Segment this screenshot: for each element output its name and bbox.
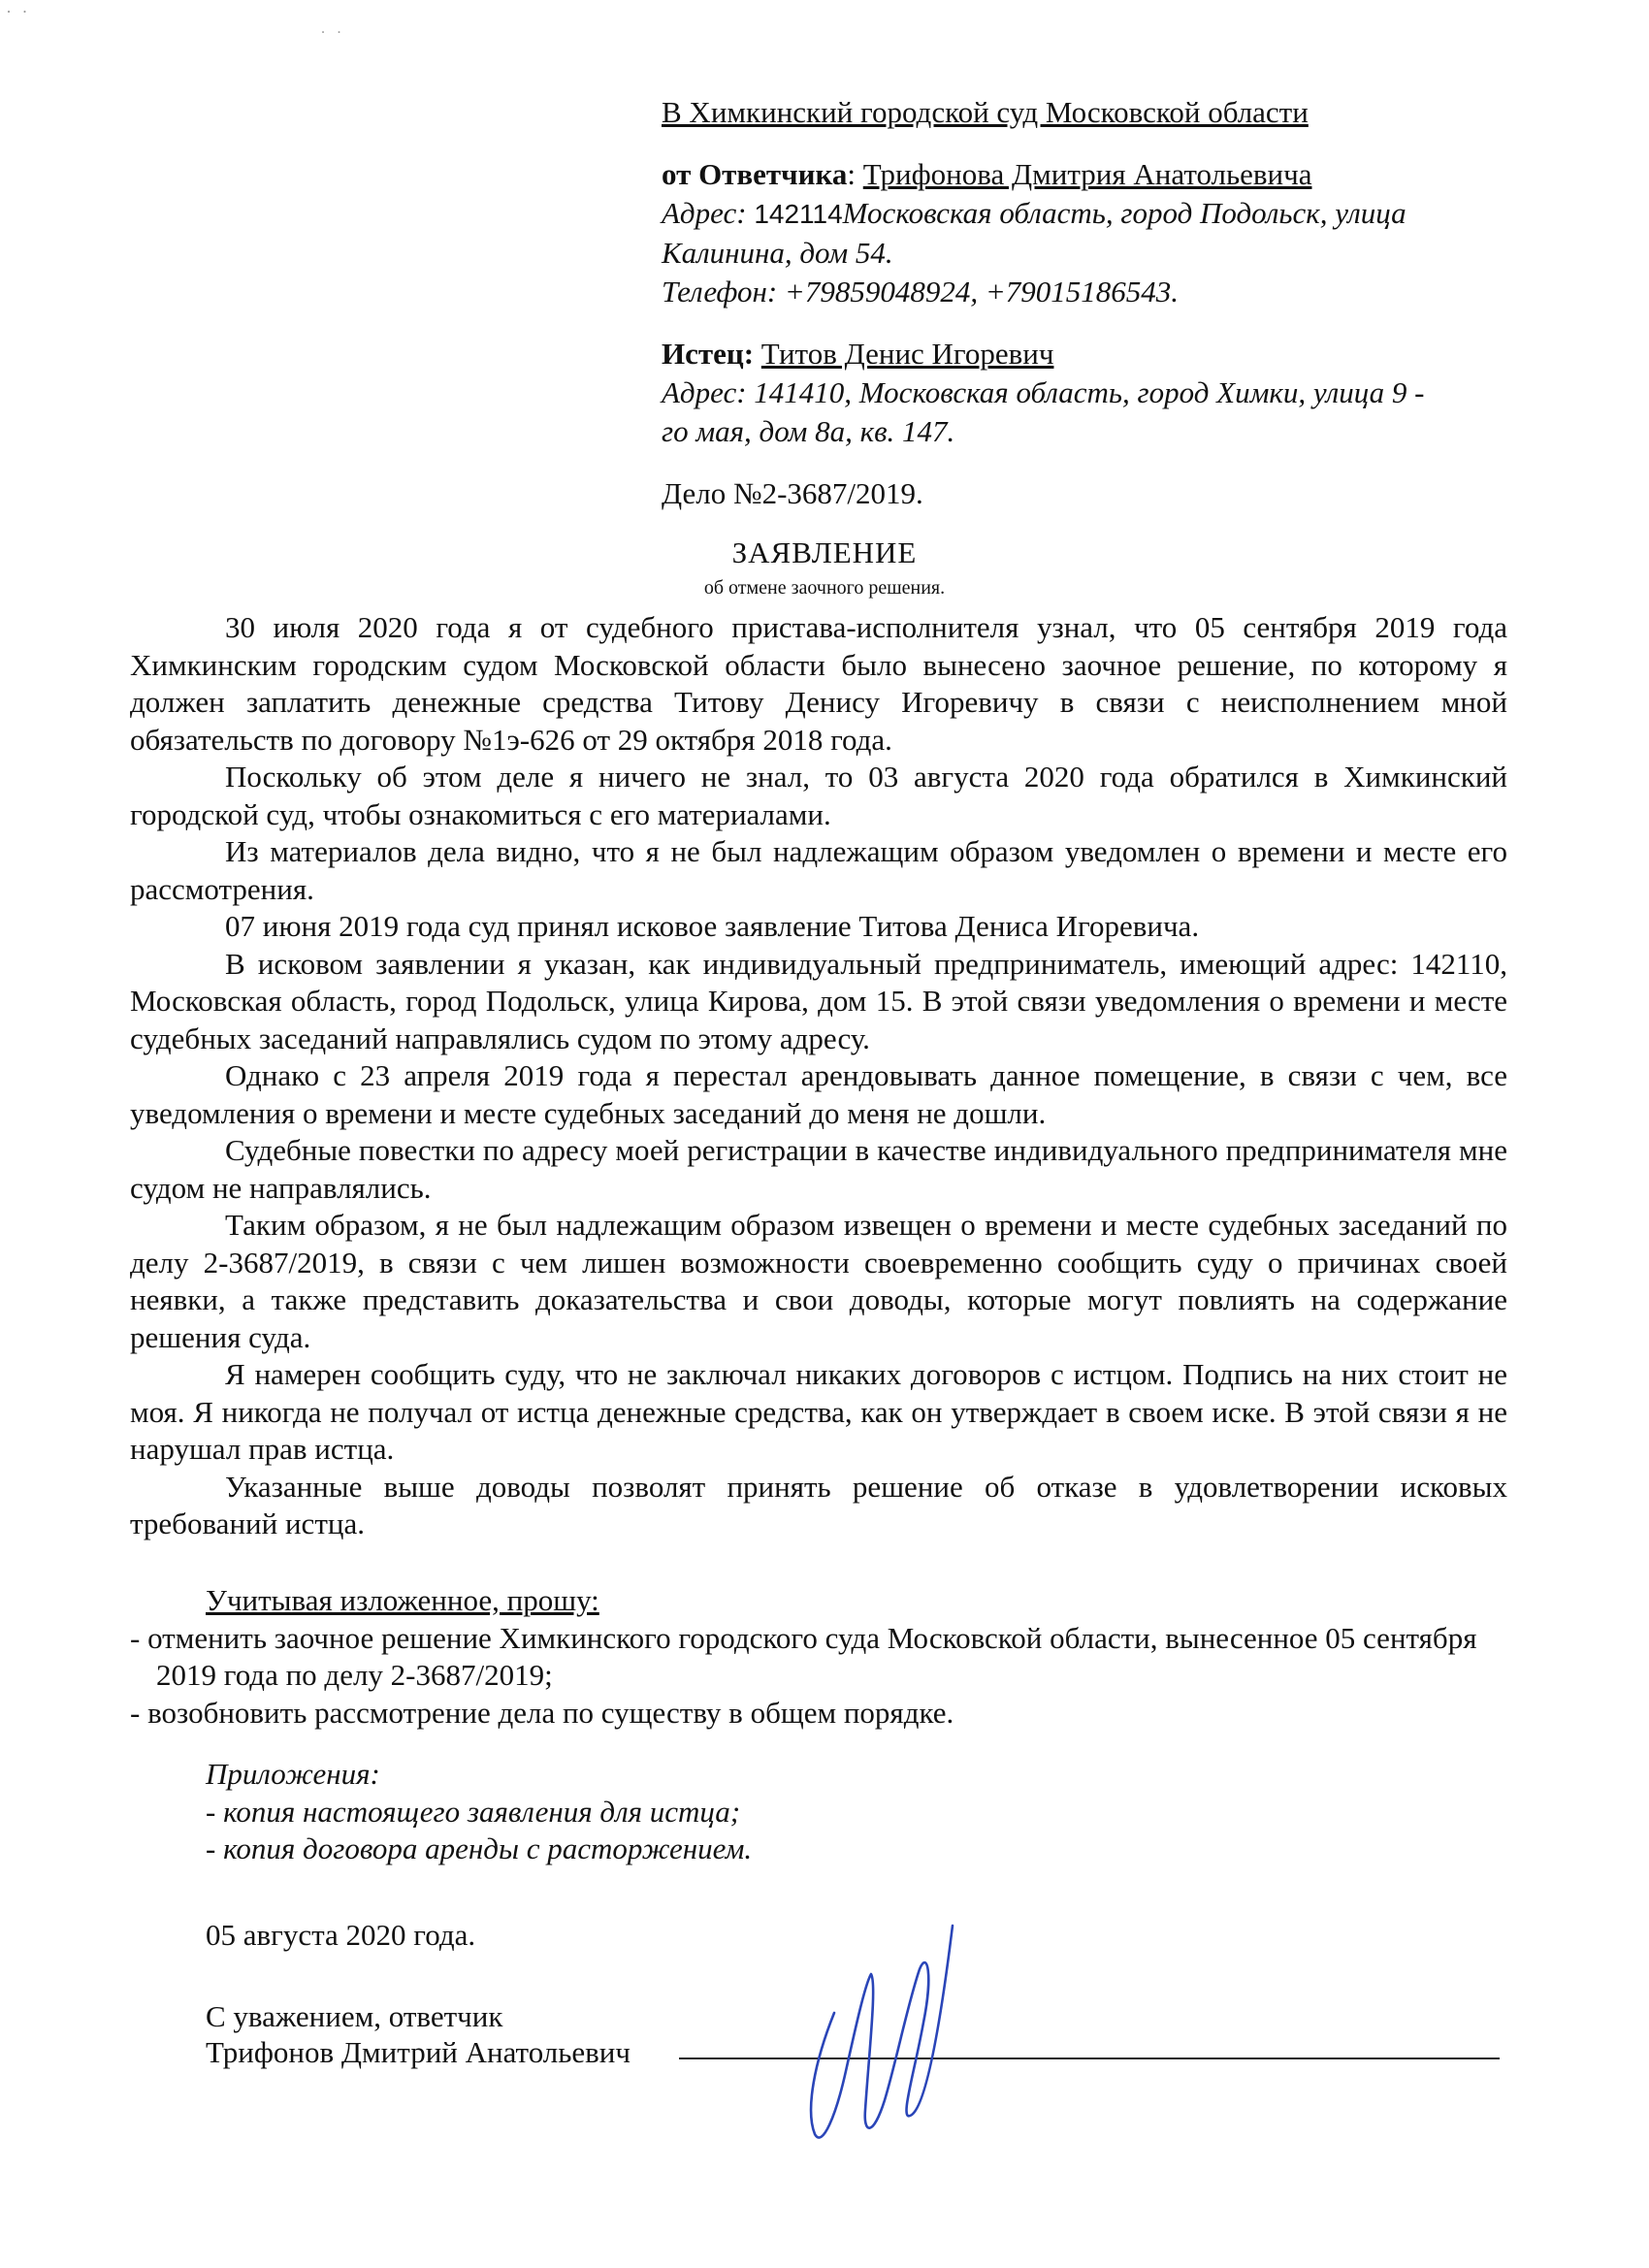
document-title: ЗАЯВЛЕНИЕ [731, 535, 918, 569]
plaintiff-address-line2: го мая, дом 8а, кв. 147. [662, 414, 955, 448]
request-block [130, 1582, 1507, 1732]
plaintiff-label: Истец: [662, 337, 755, 371]
paragraph: Судебные повестки по адресу моей регистрации в качестве индивидуального предпринимателя мне судом не направлялись. [130, 1133, 1507, 1205]
defendant-label: от Ответчика [662, 157, 848, 191]
defendant-phone: Телефон: +79859048924, +79015186543. [662, 275, 1180, 308]
attachment-item: - копия договора аренды с расторжением. [206, 1831, 753, 1865]
paragraph: Указанные выше доводы позволят принять решение об отказе в удовлетворении исковых требований истца. [130, 1469, 1507, 1540]
defendant-address-line2: Калинина, дом 54. [662, 236, 893, 270]
statement-body [130, 609, 1507, 1543]
paragraph: Из материалов дела видно, что я не был надлежащим образом уведомлен о времени и месте его рассмотрения. [130, 834, 1507, 906]
closing-greeting: С уважением, ответчик [206, 1999, 503, 2033]
defendant-address-rest: Московская область, город Подольск, улица [842, 196, 1406, 230]
scan-artifact: · · [6, 2, 31, 21]
paragraph: 07 июня 2019 года суд принял исковое заявление Титова Дениса Игоревича. [225, 909, 1200, 943]
document-date: 05 августа 2020 года. [206, 1918, 476, 1952]
defendant-address-line1 [662, 194, 1535, 234]
paragraph: 30 июля 2020 года я от судебного пристава-исполнителя узнал, что 05 сентября 2019 года Химкинским городским судом Московской области было вынесено заочное решение, по которому я должен заплатить денежные средства Титову Денису Игоревичу в связи с неисполнением мной обязательств по договору №1э-626 от 29 октября 2018 года. [130, 610, 1507, 757]
document-subtitle: об отмене заочного решения. [703, 577, 946, 599]
scan-artifact: ˙ ˙ [320, 27, 345, 47]
case-number: Дело №2-3687/2019. [662, 476, 923, 510]
attachment-item: - копия настоящего заявления для истца; [206, 1794, 741, 1829]
plaintiff-name: Титов Денис Игоревич [760, 337, 1054, 371]
handwritten-signature [776, 1916, 999, 2149]
request-item: - возобновить рассмотрение дела по существу в общем порядке. [130, 1695, 954, 1730]
plaintiff-address-line1: Адрес: 141410, Московская область, город Химки, улица 9 - [662, 375, 1425, 409]
paragraph: Поскольку об этом деле я ничего не знал, то 03 августа 2020 года обратился в Химкинский городской суд, чтобы ознакомиться с его материалами. [130, 760, 1507, 831]
defendant-name: Трифонова Дмитрия Анатольевича [862, 157, 1312, 191]
signatory-name: Трифонов Дмитрий Анатольевич [206, 2035, 630, 2069]
closing-block [206, 1998, 630, 2070]
request-item: - отменить заочное решение Химкинского городского суда Московской области, вынесенное 05 сентября 2019 года по делу 2-3687/2019; [130, 1620, 1477, 1692]
paragraph: Я намерен сообщить суду, что не заключал никаких договоров с истцом. Подпись на них стоит не моя. Я никогда не получал от истца денежные средства, как он утверждает в своем иске. В этой связи я не нарушал прав истца. [130, 1357, 1507, 1466]
defendant-address-label: Адрес: [662, 196, 747, 230]
attachments-block [206, 1756, 1467, 1868]
addressee-block [662, 93, 1535, 513]
attachments-heading: Приложения: [206, 1757, 380, 1791]
request-heading: Учитывая изложенное, прошу: [206, 1583, 599, 1617]
paragraph: Однако с 23 апреля 2019 года я перестал арендовывать данное помещение, в связи с чем, все уведомления о времени и месте судебных заседаний до меня не дошли. [130, 1058, 1507, 1130]
paragraph: В исковом заявлении я указан, как индивидуальный предприниматель, имеющий адрес: 142110, Московская область, город Подольск, улица Кирова, дом 15. В этой связи уведомления о времени и месте судебных заседаний направлялись судом по этому адресу. [130, 946, 1507, 1055]
paragraph: Таким образом, я не был надлежащим образом извещен о времени и месте судебных заседаний по делу 2-3687/2019, в связи с чем лишен возможности своевременно сообщить суду о причинах своей неявки, а также представить доказательства и свои доводы, которые могут повлиять на содержание решения суда. [130, 1208, 1507, 1354]
court-name: В Химкинский городской суд Московской области [662, 95, 1309, 129]
plaintiff-line [662, 335, 1535, 373]
defendant-address-index: 142114 [754, 199, 843, 229]
defendant-line: от Ответчика: Трифонова Дмитрия Анатольевича [662, 157, 1312, 191]
